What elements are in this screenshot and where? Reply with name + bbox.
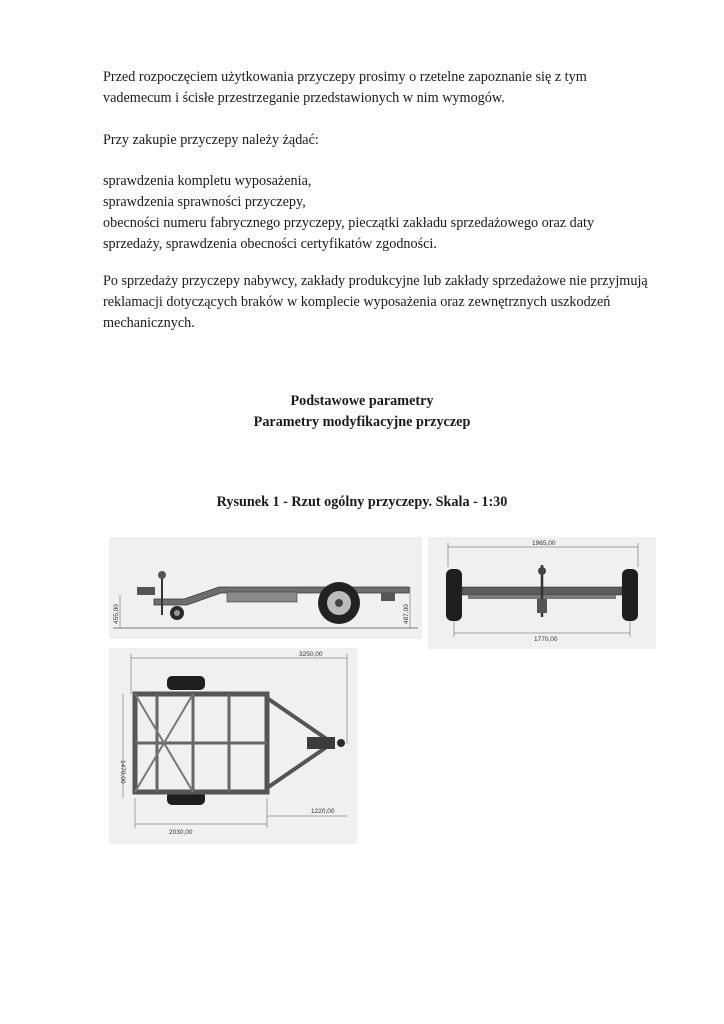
top-body-length-label: 2030,00	[169, 829, 193, 836]
warranty-line-1: Po sprzedaży przyczepy nabywcy, zakłady produkcyjne lub zakłady sprzedażowe nie przyjmują	[103, 273, 648, 289]
requirement-line-3: obecności numeru fabrycznego przyczepy, pieczątki zakładu sprzedażowego oraz daty	[103, 215, 595, 231]
figure-caption: Rysunek 1 - Rzut ogólny przyczepy. Skala - 1:30	[216, 494, 508, 510]
heading-modification-parameters: Parametry modyfikacyjne przyczep	[253, 414, 471, 430]
rear-top-width-label: 1965,00	[532, 540, 556, 547]
top-view-svg	[109, 648, 357, 844]
requirement-line-1: sprawdzenia kompletu wyposażenia,	[103, 173, 312, 189]
intro-line-2: vademecum i ścisłe przestrzeganie przedstawionych w nim wymogów.	[103, 90, 505, 106]
warranty-paragraph	[103, 271, 683, 334]
requirement-line-2: sprawdzenia sprawności przyczepy,	[103, 194, 306, 210]
side-view-svg	[109, 537, 422, 639]
heading-basic-parameters: Podstawowe parametry	[290, 393, 434, 409]
warranty-line-2: reklamacji dotyczących braków w komplecie wyposażenia oraz zewnętrznych uszkodzeń	[103, 294, 611, 310]
warranty-line-3: mechanicznych.	[103, 315, 195, 331]
side-view-drawing	[109, 537, 422, 639]
intro-paragraph	[103, 67, 683, 109]
requirements-paragraph	[103, 171, 683, 255]
side-right-height-label: 487,00	[403, 604, 410, 624]
intro-line-1: Przed rozpoczęciem użytkowania przyczepy prosimy o rzetelne zapoznanie się z tym	[103, 69, 587, 85]
requirement-line-4: sprzedaży, sprawdzenia obecności certyfikatów zgodności.	[103, 236, 437, 252]
top-view-drawing	[109, 648, 357, 844]
purchase-line: Przy zakupie przyczepy należy żądać:	[103, 132, 319, 148]
rear-view-svg	[428, 537, 656, 649]
purchase-paragraph	[103, 130, 683, 151]
rear-view-drawing	[428, 537, 656, 649]
side-left-height-label: 455,00	[113, 604, 120, 624]
rear-bottom-width-label: 1770,00	[534, 636, 558, 643]
top-width-label: 1470,00	[119, 760, 126, 784]
top-total-length-label: 3250,00	[299, 651, 323, 658]
top-drawbar-label: 1220,00	[311, 808, 335, 815]
